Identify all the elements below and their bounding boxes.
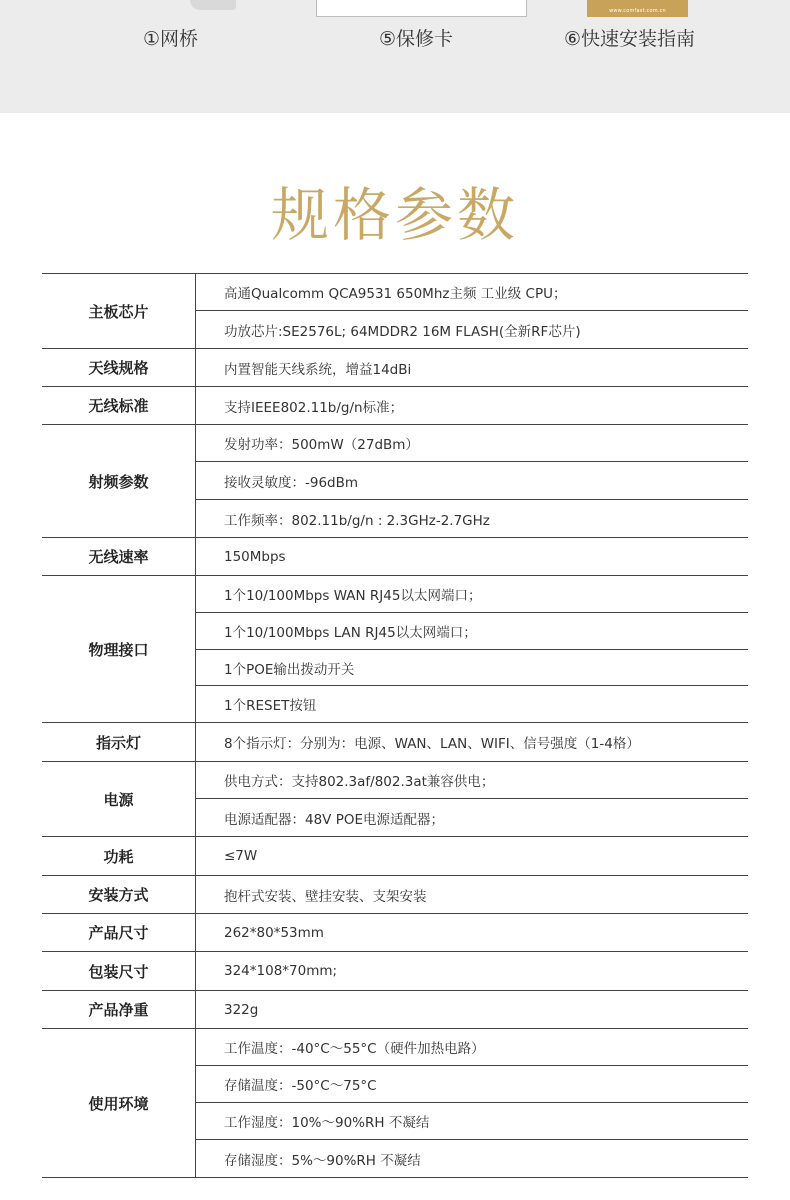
spec-value: 工作温度：-40°C～55°C（硬件加热电路） — [196, 1029, 748, 1066]
spec-values — [196, 274, 748, 348]
spec-row — [42, 349, 748, 387]
spec-value: 1个10/100Mbps LAN RJ45以太网端口； — [196, 613, 748, 650]
spec-value: 存储湿度：5%～90%RH 不凝结 — [224, 1152, 421, 1169]
spec-values — [196, 349, 748, 386]
spec-values — [196, 837, 748, 875]
spec-label: 无线速率 — [42, 538, 196, 575]
spec-value: 发射功率：500mW（27dBm） — [196, 425, 748, 462]
spec-values — [196, 538, 748, 575]
spec-value: 150Mbps — [224, 548, 286, 565]
spec-row — [42, 952, 748, 991]
spec-label: 使用环境 — [42, 1029, 196, 1177]
package-contents-band — [0, 0, 790, 113]
caption-quick-guide: ⑥快速安装指南 — [564, 28, 696, 50]
spec-value: 供电方式：支持802.3af/802.3at兼容供电； — [196, 762, 748, 799]
spec-row — [42, 914, 748, 952]
spec-value: 1个POE输出拨动开关 — [196, 650, 748, 686]
spec-row — [42, 991, 748, 1029]
spec-values — [196, 425, 748, 537]
spec-value: 功放芯片:SE2576L; 64MDDR2 16M FLASH(全新RF芯片) — [224, 323, 581, 340]
spec-value: 1个10/100Mbps WAN RJ45以太网端口； — [196, 576, 748, 613]
spec-values — [196, 952, 748, 990]
spec-value: 262*80*53mm — [224, 924, 324, 941]
quick-guide-image — [587, 0, 688, 17]
spec-label: 安装方式 — [42, 876, 196, 913]
spec-row — [42, 876, 748, 914]
spec-value: 324*108*70mm; — [224, 963, 338, 979]
spec-values — [196, 387, 748, 424]
spec-label: 电源 — [42, 762, 196, 836]
bridge-image — [190, 0, 236, 10]
spec-row — [42, 274, 748, 349]
spec-value: 1个RESET按钮 — [224, 698, 317, 714]
spec-row — [42, 723, 748, 762]
spec-value: 存储温度：-50°C～75°C — [196, 1066, 748, 1103]
spec-value: 高通Qualcomm QCA9531 650Mhz主频 工业级 CPU； — [196, 274, 748, 311]
spec-label: 包装尺寸 — [42, 952, 196, 990]
spec-section-title: 规格参数 — [270, 181, 519, 249]
spec-row — [42, 1029, 748, 1178]
spec-values — [196, 723, 748, 761]
spec-label: 无线标准 — [42, 387, 196, 424]
spec-label: 天线规格 — [42, 349, 196, 386]
caption-bridge: ①网桥 — [143, 28, 199, 50]
spec-values — [196, 914, 748, 951]
spec-table — [42, 273, 748, 1178]
spec-label: 产品净重 — [42, 991, 196, 1028]
spec-value: 内置智能天线系统，增益14dBi — [224, 361, 412, 378]
spec-values — [196, 991, 748, 1028]
spec-value: ≤7W — [224, 848, 258, 864]
spec-label: 主板芯片 — [42, 274, 196, 348]
warranty-card-image — [316, 0, 527, 17]
spec-label: 射频参数 — [42, 425, 196, 537]
spec-row — [42, 576, 748, 723]
spec-label: 产品尺寸 — [42, 914, 196, 951]
spec-value: 工作频率：802.11b/g/n : 2.3GHz-2.7GHz — [224, 512, 490, 529]
spec-label: 功耗 — [42, 837, 196, 875]
spec-value: 支持IEEE802.11b/g/n标准； — [224, 399, 404, 416]
spec-label: 物理接口 — [42, 576, 196, 722]
spec-value: 电源适配器：48V POE电源适配器； — [224, 811, 445, 828]
spec-row — [42, 762, 748, 837]
spec-value: 接收灵敏度：-96dBm — [196, 462, 748, 500]
spec-row — [42, 837, 748, 876]
spec-value: 8个指示灯：分别为：电源、WAN、LAN、WIFI、信号强度（1-4格） — [224, 736, 640, 752]
spec-values — [196, 576, 748, 722]
caption-warranty-card: ⑤保修卡 — [379, 28, 454, 50]
spec-value: 工作湿度：10%～90%RH 不凝结 — [196, 1103, 748, 1140]
spec-label: 指示灯 — [42, 723, 196, 761]
guide-url-text: www.comfast.com.cn — [609, 8, 666, 14]
spec-value: 抱杆式安装、壁挂安装、支架安装 — [224, 888, 427, 905]
spec-values — [196, 1029, 748, 1177]
spec-row — [42, 538, 748, 576]
spec-values — [196, 876, 748, 913]
spec-values — [196, 762, 748, 836]
spec-row — [42, 425, 748, 538]
spec-value: 322g — [224, 1001, 259, 1018]
spec-row — [42, 387, 748, 425]
